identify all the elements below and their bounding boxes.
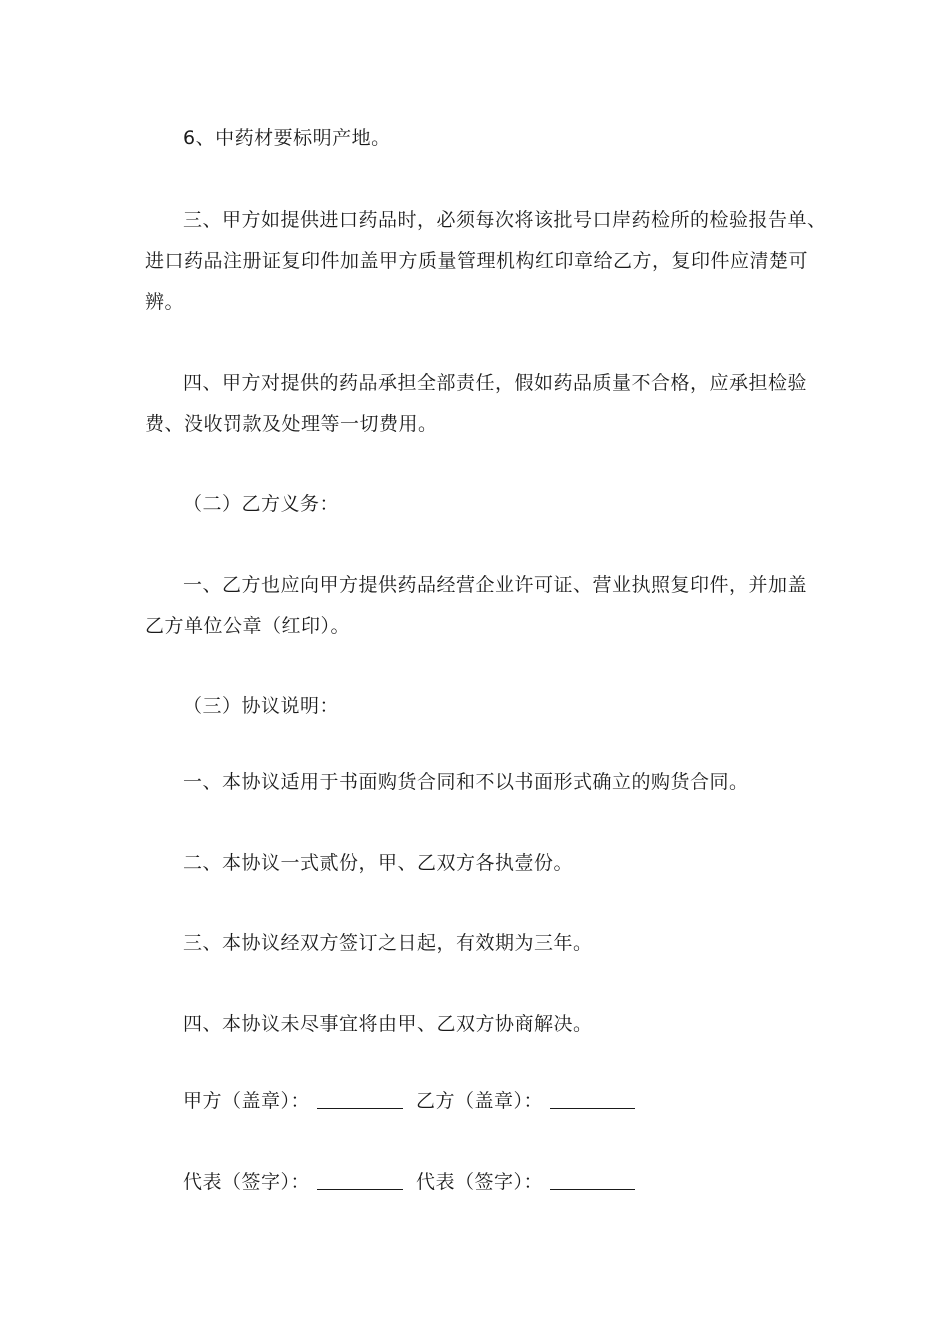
clause-4-line-2: 费、没收罚款及处理等一切费用。 bbox=[145, 413, 438, 435]
rep-b-sign-blank[interactable] bbox=[550, 1189, 635, 1190]
rep-a-sign-blank[interactable] bbox=[317, 1189, 403, 1190]
clause-4-line-1: 四、甲方对提供的药品承担全部责任，假如药品质量不合格，应承担检验 bbox=[183, 372, 808, 394]
clause-3-line-2: 进口药品注册证复印件加盖甲方质量管理机构红印章给乙方，复印件应清楚可 bbox=[145, 250, 809, 272]
item-6-origin: 6、中药材要标明产地。 bbox=[183, 127, 391, 149]
note-4: 四、本协议未尽事宜将由甲、乙双方协商解决。 bbox=[183, 1013, 593, 1035]
note-1: 一、本协议适用于书面购货合同和不以书面形式确立的购货合同。 bbox=[183, 771, 749, 793]
note-2: 二、本协议一式贰份，甲、乙双方各执壹份。 bbox=[183, 852, 574, 874]
clause-3-line-3: 辨。 bbox=[145, 291, 185, 313]
party-b-seal-blank[interactable] bbox=[550, 1108, 635, 1109]
rep-b-sign-label: 代表（签字）： bbox=[416, 1171, 544, 1193]
section-party-b-obligations: （二）乙方义务： bbox=[183, 493, 340, 515]
party-b-clause-1-line-1: 一、乙方也应向甲方提供药品经营企业许可证、营业执照复印件，并加盖 bbox=[183, 574, 808, 596]
party-a-seal-label: 甲方（盖章）： bbox=[183, 1090, 311, 1112]
party-a-seal-blank[interactable] bbox=[317, 1108, 403, 1109]
note-3: 三、本协议经双方签订之日起，有效期为三年。 bbox=[183, 932, 593, 954]
rep-a-sign-label: 代表（签字）： bbox=[183, 1171, 311, 1193]
section-agreement-notes: （三）协议说明： bbox=[183, 695, 340, 717]
party-b-clause-1-line-2: 乙方单位公章（红印）。 bbox=[145, 615, 351, 637]
party-b-seal-label: 乙方（盖章）： bbox=[416, 1090, 544, 1112]
clause-3-line-1: 三、甲方如提供进口药品时，必须每次将该批号口岸药检所的检验报告单、 bbox=[183, 209, 827, 231]
